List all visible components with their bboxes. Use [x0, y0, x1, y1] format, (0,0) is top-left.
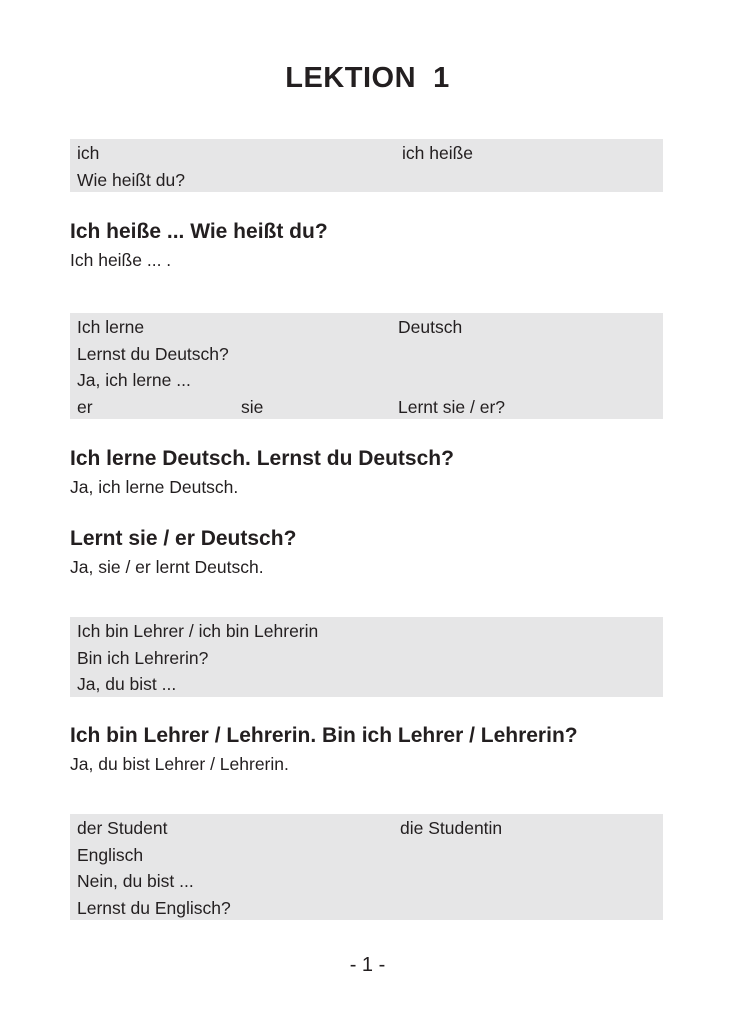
vocabulary-term: Ich lerne: [77, 317, 145, 337]
vocabulary-row: [70, 340, 663, 367]
vocabulary-term: Lernt sie / er?: [398, 396, 505, 417]
vocabulary-term: der Student: [77, 818, 168, 838]
exercise-answer: Ja, ich lerne Deutsch.: [70, 477, 239, 497]
vocabulary-row: [70, 814, 663, 841]
vocabulary-term: Deutsch: [398, 317, 463, 337]
vocabulary-term: Nein, du bist ...: [77, 871, 194, 892]
vocabulary-term: Ja, du bist ...: [77, 674, 177, 695]
vocabulary-box-2: [70, 313, 663, 419]
vocabulary-term: die Studentin: [400, 818, 503, 838]
vocabulary-box-3: [70, 617, 663, 697]
exercise-answer: Ja, du bist Lehrer / Lehrerin.: [70, 754, 289, 774]
vocabulary-row: [70, 841, 663, 868]
exercise-heading: Ich lerne Deutsch. Lernst du Deutsch?: [70, 447, 454, 470]
vocabulary-row: [70, 313, 663, 340]
vocabulary-row: [70, 393, 663, 420]
vocabulary-row: [70, 139, 663, 166]
vocabulary-row: [70, 166, 663, 193]
vocabulary-row: [70, 894, 663, 921]
vocabulary-row: [70, 617, 663, 644]
vocabulary-row: [70, 644, 663, 671]
page-title: LEKTION 1: [285, 62, 450, 94]
vocabulary-term: ich heiße: [402, 143, 474, 163]
vocabulary-term: Ja, ich lerne ...: [77, 370, 191, 391]
vocabulary-term: sie: [241, 396, 264, 417]
vocabulary-term: er: [77, 396, 93, 417]
exercise-heading: Ich bin Lehrer / Lehrerin. Bin ich Lehrer / Lehrerin?: [70, 724, 578, 747]
vocabulary-term: Bin ich Lehrerin?: [77, 647, 209, 668]
vocabulary-term: Lernst du Englisch?: [77, 897, 231, 918]
vocabulary-row: [70, 867, 663, 894]
exercise-answer: Ja, sie / er lernt Deutsch.: [70, 557, 264, 577]
vocabulary-row: [70, 670, 663, 697]
vocabulary-term: Wie heißt du?: [77, 169, 185, 190]
vocabulary-term: Englisch: [77, 844, 144, 865]
vocabulary-box-1: [70, 139, 663, 192]
exercise-answer: Ich heiße ... .: [70, 250, 172, 270]
vocabulary-box-4: [70, 814, 663, 920]
vocabulary-row: [70, 366, 663, 393]
vocabulary-term: Lernst du Deutsch?: [77, 343, 229, 364]
vocabulary-term: Ich bin Lehrer / ich bin Lehrerin: [77, 621, 319, 641]
exercise-heading: Ich heiße ... Wie heißt du?: [70, 220, 328, 243]
exercise-heading: Lernt sie / er Deutsch?: [70, 527, 297, 550]
vocabulary-term: ich: [77, 143, 100, 163]
page-number: - 1 -: [349, 954, 386, 976]
